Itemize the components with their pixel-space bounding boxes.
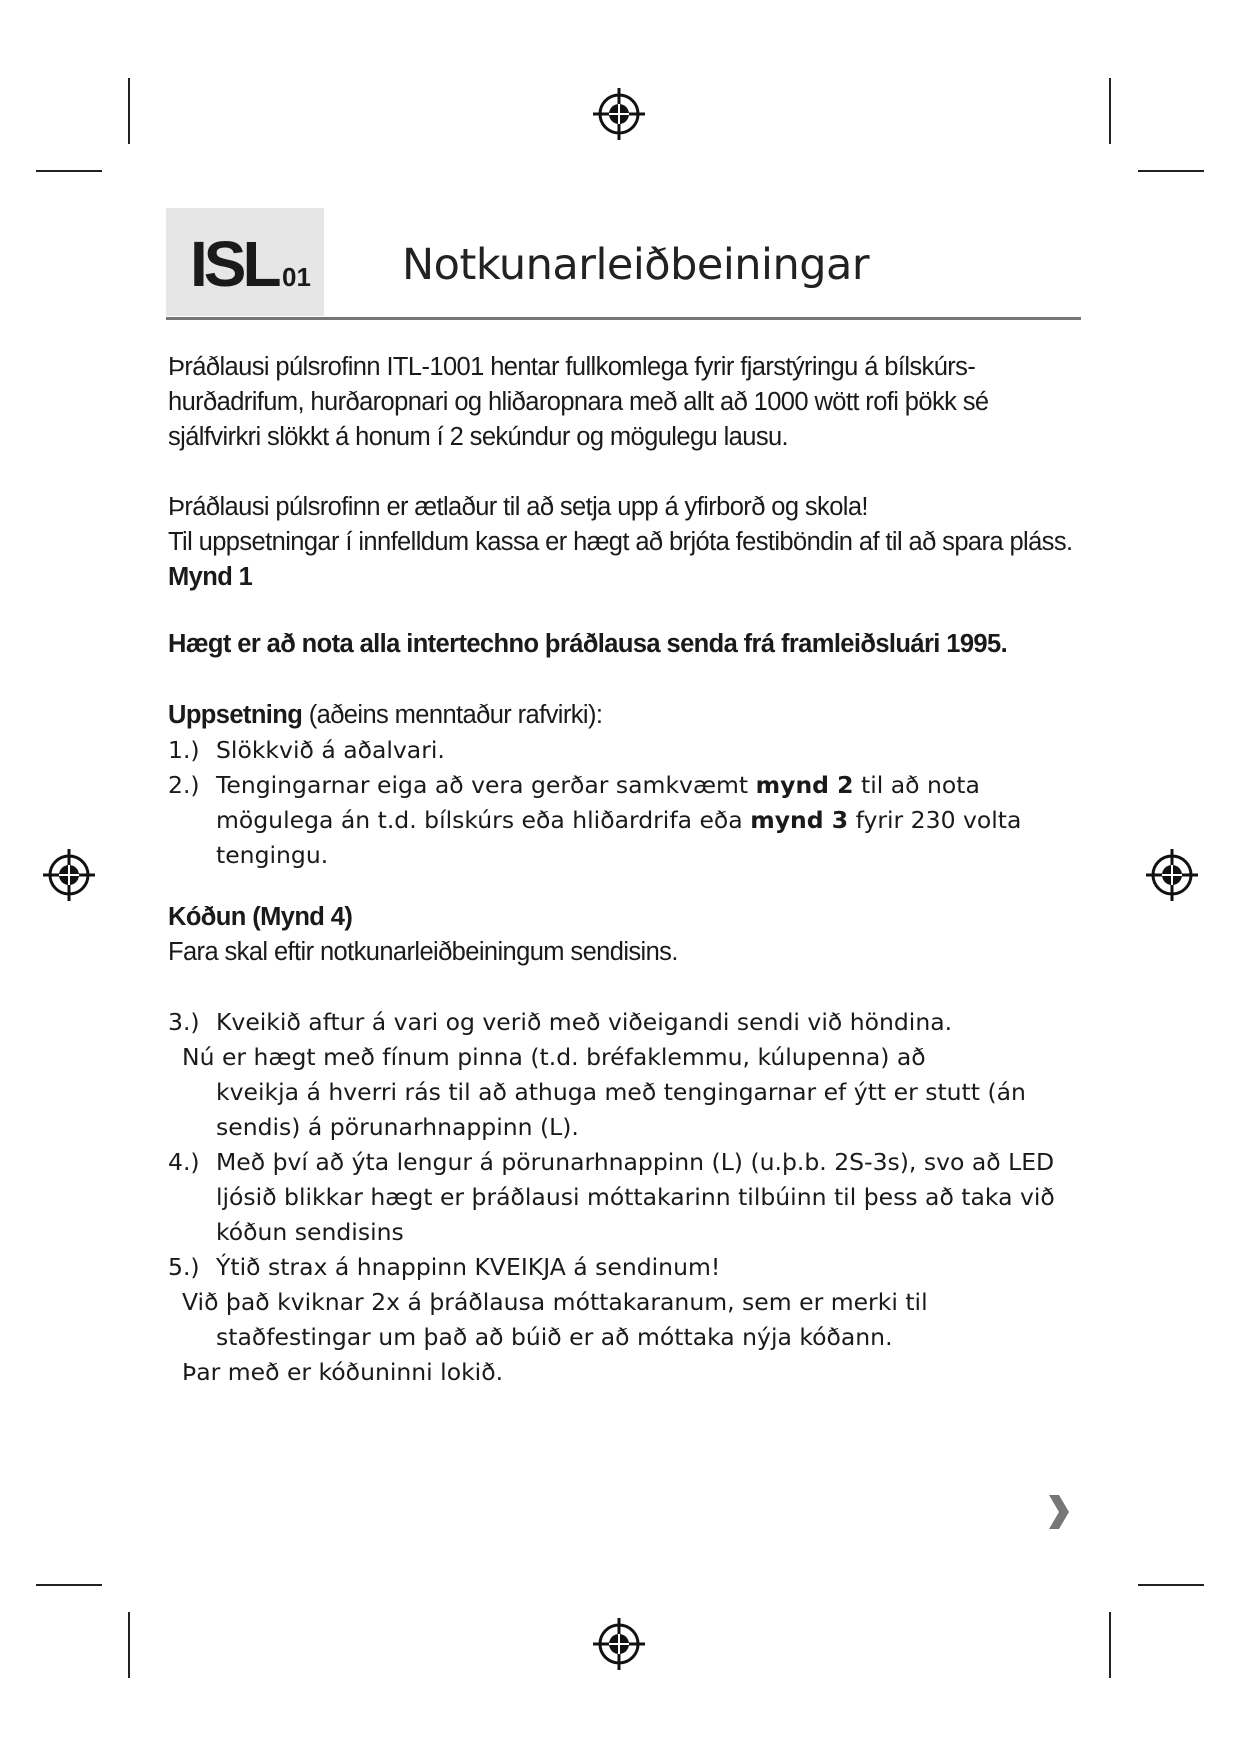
- install-list: [168, 733, 1073, 873]
- list-item: 3.) Kveikið aftur á vari og verið með viðeigandi sendi við höndina.: [168, 1005, 1073, 1040]
- list-number: 4.): [168, 1148, 200, 1176]
- coding-list: [168, 1005, 1073, 1390]
- crop-mark: [1138, 1584, 1204, 1586]
- language-number: 01: [282, 262, 311, 292]
- registration-mark-icon: [591, 86, 647, 142]
- crop-mark: [1109, 78, 1111, 144]
- crop-mark: [1109, 1612, 1111, 1678]
- registration-mark-icon: [41, 847, 97, 903]
- section-heading-note: (aðeins menntaður rafvirki):: [308, 701, 603, 729]
- section-subtext: Fara skal eftir notkunarleiðbeiningum sendisins.: [168, 938, 678, 966]
- crop-mark: [128, 78, 130, 144]
- list-item: 2.) Tengingarnar eiga að vera gerðar samkvæmt mynd 2 til að nota mögulega án t.d. bílskúrs eða hliðardrifa eða mynd 3 fyrir 230 volta tengingu.: [168, 768, 1073, 873]
- page-title: Notkunarleiðbeiningar: [402, 240, 870, 290]
- registration-mark-icon: [591, 1616, 647, 1672]
- crop-mark: [36, 1584, 102, 1586]
- intro-paragraph-1: Þráðlausi púlsrofinn ITL-1001 hentar fullkomlega fyrir fjarstýringu á bílskúrs-hurðadrifum, hurðaropnari og hliðaropnara með allt að 1000 wött rofi þökk sé sjálfvirkri slökkt á honum í 2 sekúndur og mögulegu lausu.: [168, 353, 989, 451]
- section-heading: Uppsetning: [168, 701, 303, 729]
- list-number: 1.): [168, 736, 200, 764]
- chevron-right-icon[interactable]: [1046, 1492, 1072, 1532]
- list-continuation: Við það kviknar 2x á þráðlausa móttakaranum, sem er merki til staðfestingar um það að búið er að móttaka nýja kóðann.: [182, 1288, 928, 1351]
- intro-line: Þráðlausi púlsrofinn er ætlaður til að setja upp á yfirborð og skola!: [168, 493, 868, 521]
- intro-paragraph-3: Hægt er að nota alla intertechno þráðlausa senda frá framleiðsluári 1995.: [168, 630, 1008, 658]
- language-code: ISL: [190, 228, 278, 300]
- crop-mark: [128, 1612, 130, 1678]
- list-number: 5.): [168, 1253, 200, 1281]
- intro-paragraph-2: [168, 490, 1073, 595]
- list-continuation: Nú er hægt með fínum pinna (t.d. bréfaklemmu, kúlupenna) að kveikja á hverri rás til að athuga með tengingarnar ef ýtt er stutt (án sendis) á pörunarhnappinn (L).: [182, 1043, 1026, 1141]
- list-continuation: Þar með er kóðuninni lokið.: [182, 1358, 504, 1386]
- list-number: 3.): [168, 1008, 200, 1036]
- list-item: 4.) Með því að ýta lengur á pörunarhnappinn (L) (u.þ.b. 2S-3s), svo að LED ljósið blikkar hægt er þráðlausi móttakarinn tilbúinn til þess að taka við kóðun sendisins: [168, 1145, 1073, 1250]
- crop-mark: [36, 170, 102, 172]
- list-item: 5.) Ýtið strax á hnappinn KVEIKJA á sendinum!: [168, 1250, 1073, 1285]
- figure-reference: mynd 2: [755, 771, 854, 799]
- registration-mark-icon: [1144, 847, 1200, 903]
- crop-mark: [1138, 170, 1204, 172]
- intro-line: Til uppsetningar í innfelldum kassa er hægt að brjóta festiböndin af til að spara pláss.: [168, 528, 1073, 556]
- list-item: 1.) Slökkvið á aðalvari.: [168, 733, 1073, 768]
- figure-reference: Mynd 1: [168, 563, 253, 591]
- install-heading: [168, 698, 1088, 733]
- coding-heading-block: [168, 900, 1088, 970]
- header-divider: [166, 317, 1081, 320]
- list-number: 2.): [168, 771, 200, 799]
- section-heading: Kóðun (Mynd 4): [168, 903, 353, 931]
- figure-reference: mynd 3: [750, 806, 849, 834]
